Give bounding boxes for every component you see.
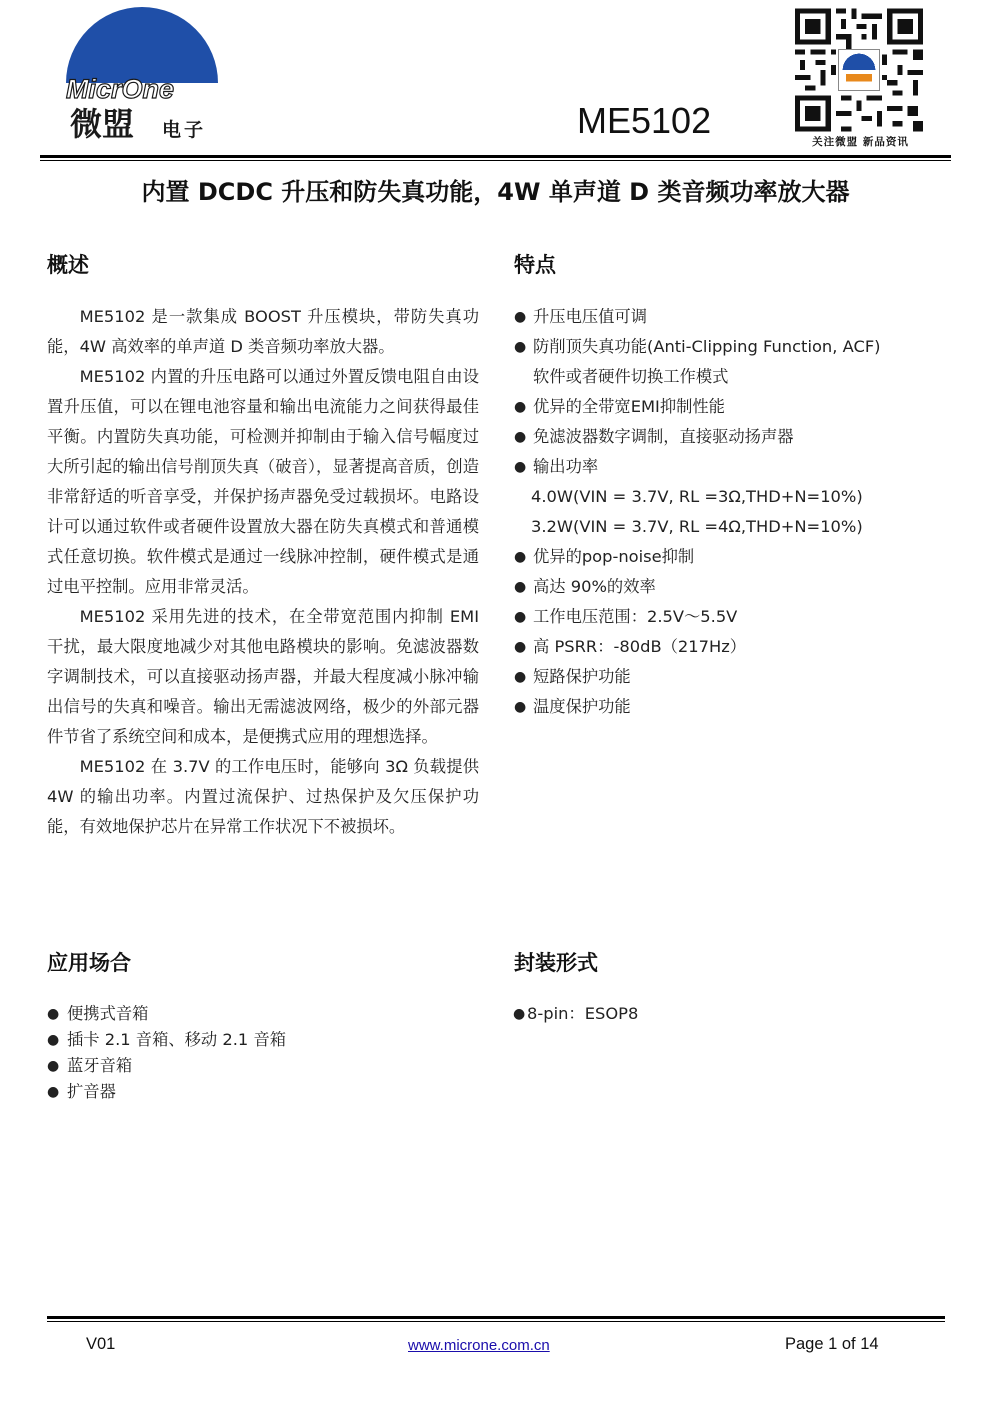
overview-heading: 概述 — [47, 253, 89, 277]
header-rule-thin — [40, 160, 951, 161]
bullet-icon: ● — [514, 429, 527, 445]
list-item: 3.2W(VIN = 3.7V, RL =4Ω,THD+N=10%) — [531, 517, 863, 536]
list-item: ● 输出功率 — [514, 452, 944, 482]
list-item: 4.0W(VIN = 3.7V, RL =3Ω,THD+N=10%) — [531, 487, 863, 506]
applications-list — [47, 1001, 447, 1105]
qr-code — [795, 8, 923, 132]
overview-paragraph: ME5102 在 3.7V 的工作电压时，能够向 3Ω 负载提供 4W 的输出功率。内置过流保护、过热保护及欠压保护功能，有效地保护芯片在异常工作状况下不被损坏。 — [47, 757, 479, 836]
page-number: Page 1 of 14 — [785, 1335, 879, 1353]
list-item: ● 便携式音箱 — [47, 1001, 447, 1027]
overview-body — [47, 302, 479, 842]
qr-caption: 关注微盟 新品资讯 — [812, 136, 909, 148]
logo-chinese-text: 微盟 — [70, 105, 135, 143]
features-list — [514, 302, 944, 722]
bullet-icon: ● — [514, 339, 527, 355]
header-rule-thick — [40, 155, 951, 158]
overview-paragraph: ME5102 是一款集成 BOOST 升压模块，带防失真功能，4W 高效率的单声道 D 类音频功率放大器。 — [47, 307, 479, 356]
list-item: ● 8-pin：ESOP8 — [513, 1001, 913, 1027]
logo-latin-text: MicrOne — [66, 74, 175, 104]
bullet-icon: ● — [514, 459, 527, 475]
company-logo — [62, 5, 222, 145]
list-item: ● 升压电压值可调 — [514, 302, 944, 332]
list-item: ● 温度保护功能 — [514, 692, 944, 722]
bullet-icon: ● — [47, 1006, 60, 1022]
list-item: ● 防削顶失真功能(Anti-Clipping Function, ACF) — [514, 332, 944, 362]
list-item: ● 高达 90%的效率 — [514, 572, 944, 602]
svg-text:MicrOne — [66, 74, 174, 104]
list-item: ● 工作电压范围：2.5V～5.5V — [514, 602, 944, 632]
list-item: 软件或者硬件切换工作模式 — [533, 367, 729, 386]
bullet-icon: ● — [47, 1032, 60, 1048]
svg-text:微盟 — [70, 105, 134, 143]
bullet-icon: ● — [47, 1084, 60, 1100]
document-title: 内置 DCDC 升压和防失真功能，4W 单声道 D 类音频功率放大器 — [141, 178, 850, 206]
bullet-icon: ● — [513, 1006, 526, 1022]
package-list — [513, 1001, 913, 1027]
list-item: ● 高 PSRR：-80dB（217Hz） — [514, 632, 944, 662]
features-heading: 特点 — [514, 253, 556, 277]
bullet-icon: ● — [514, 699, 527, 715]
list-item: ● 扩音器 — [47, 1079, 447, 1105]
overview-paragraph: ME5102 内置的升压电路可以通过外置反馈电阻自由设置升压值，可以在锂电池容量和输出电流能力之间获得最佳平衡。内置防失真功能，可检测并抑制由于输入信号幅度过大所引起的输出信号削顶失真（破音），显著提高音质，创造非常舒适的听音享受，并保护扬声器免受过载损坏。电路设计可以通过软件或者硬件设置放大器在防失真模式和普通模式任意切换。软件模式是通过一线脉冲控制，硬件模式是通过电平控制。应用非常灵活。 — [47, 367, 479, 596]
list-item: ● 优异的pop-noise抑制 — [514, 542, 944, 572]
svg-text:电子 — [162, 118, 206, 141]
bullet-icon: ● — [514, 309, 527, 325]
applications-heading: 应用场合 — [47, 951, 131, 975]
bullet-icon: ● — [514, 579, 527, 595]
overview-paragraph: ME5102 采用先进的技术，在全带宽范围内抑制 EMI 干扰，最大限度地减少对其他电路模块的影响。免滤波器数字调制技术，可以直接驱动扬声器，并最大程度减小脉冲输出信号的失真和噪音。输出无需滤波网络，极少的外部元器件节省了系统空间和成本，是便携式应用的理想选择。 — [47, 607, 479, 746]
package-heading: 封装形式 — [514, 951, 598, 975]
bullet-icon: ● — [47, 1058, 60, 1074]
part-number: ME5102 — [577, 100, 712, 141]
list-item: ● 蓝牙音箱 — [47, 1053, 447, 1079]
footer-version: V01 — [86, 1335, 116, 1353]
bullet-icon: ● — [514, 639, 527, 655]
bullet-icon: ● — [514, 609, 527, 625]
bullet-icon: ● — [514, 669, 527, 685]
bullet-icon: ● — [514, 549, 527, 565]
footer-rule-thin — [47, 1321, 945, 1322]
logo-chinese-small-text: 电子 — [162, 119, 207, 141]
list-item: ● 短路保护功能 — [514, 662, 944, 692]
footer-rule-thick — [47, 1316, 945, 1319]
list-item: ● 优异的全带宽EMI抑制性能 — [514, 392, 944, 422]
website-link[interactable]: www.microne.com.cn — [408, 1337, 550, 1354]
list-item: ● 插卡 2.1 音箱、移动 2.1 音箱 — [47, 1027, 447, 1053]
bullet-icon: ● — [514, 399, 527, 415]
list-item: ● 免滤波器数字调制，直接驱动扬声器 — [514, 422, 944, 452]
